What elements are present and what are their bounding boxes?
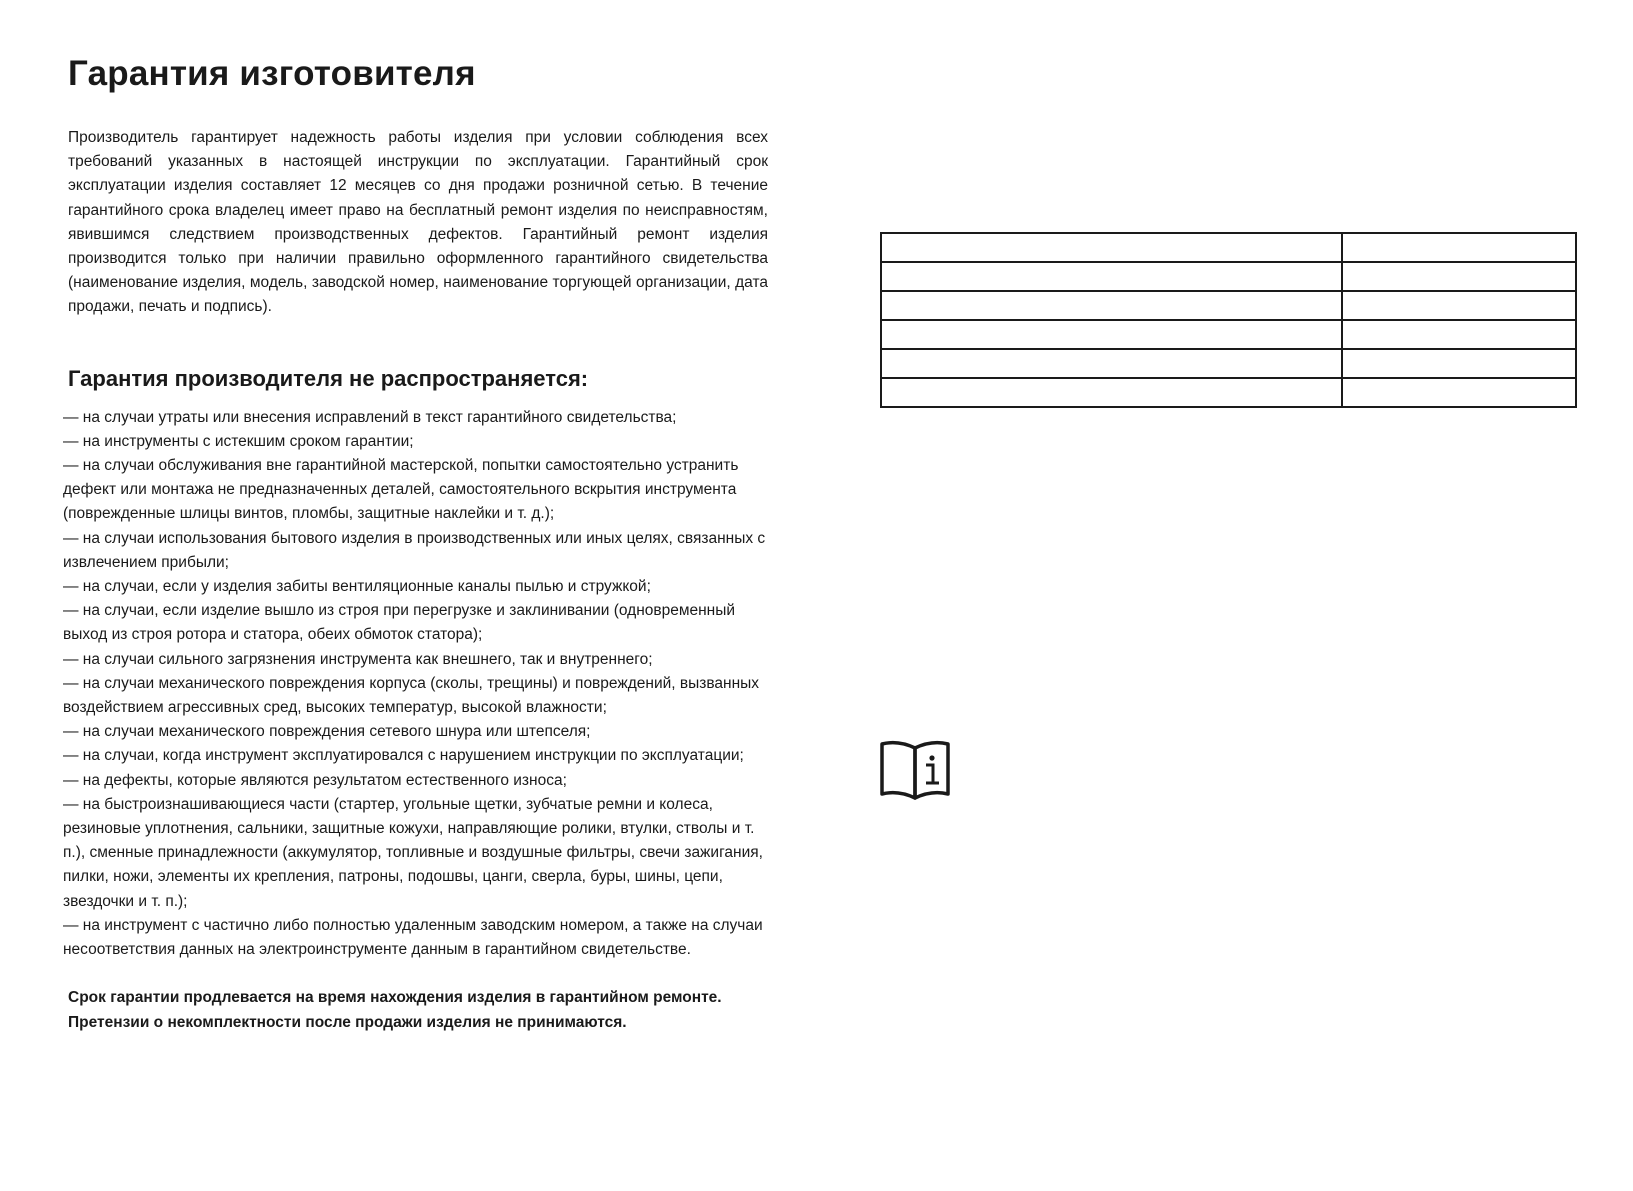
exclusion-item: — на случаи использования бытового изделия в производственных или иных целях, связанных с извлечением прибыли; [63,529,766,571]
table-cell [1342,233,1576,262]
exclusion-item: — на случаи, когда инструмент эксплуатировался с нарушением инструкции по эксплуатации; [63,747,744,765]
warranty-record-table [880,232,1577,408]
table-cell [1342,262,1576,291]
exclusion-item: — на случаи утраты или внесения исправлений в текст гарантийного свидетельства; [63,408,677,426]
table-cell [1342,291,1576,320]
table-row [881,233,1576,262]
exclusion-item: — на случаи, если изделие вышло из строя при перегрузке и заклинивании (одновременный выход из строя ротора и статора, обеих обмоток статора); [63,602,736,644]
table-cell [881,320,1342,349]
table-row [881,320,1576,349]
table-cell [1342,349,1576,378]
exclusion-item: — на случаи механического повреждения сетевого шнура или штепселя; [63,723,591,741]
exclusion-item: — на случаи обслуживания вне гарантийной мастерской, попытки самостоятельно устранить дефект или монтажа не предназначенных деталей, самостоятельного вскрытия инструмента (поврежденные шлицы винтов, пломбы, защитные наклейки и т. д.); [63,457,739,523]
warranty-note [68,986,768,1034]
table-row [881,262,1576,291]
exclusions-list [63,406,768,963]
table-cell [881,291,1342,320]
exclusion-item: — на быстроизнашивающиеся части (стартер, угольные щетки, зубчатые ремни и колеса, резиновые уплотнения, сальники, защитные кожухи, направляющие ролики, втулки, стволы и т. п.), сменные принадлежности (аккумулятор, топливные и воздушные фильтры, свечи зажигания, пилки, ножи, элементы их крепления, патроны, подошвы, цанги, сверла, буры, шины, цепи, звездочки и т. п.); [63,795,763,910]
table-cell [1342,378,1576,407]
table-row [881,291,1576,320]
table-cell [881,233,1342,262]
exclusion-item: — на случаи сильного загрязнения инструмента как внешнего, так и внутреннего; [63,650,653,668]
table-row [881,378,1576,407]
exclusion-item: — на случаи механического повреждения корпуса (сколы, трещины) и повреждений, вызванных воздействием агрессивных сред, высоких температур, высокой влажности; [63,674,760,717]
table-cell [881,349,1342,378]
note-line: Претензии о некомплектности после продажи изделия не принимаются. [68,1013,627,1031]
page-title: Гарантия изготовителя [68,54,476,93]
table-cell [881,378,1342,407]
table-cell [881,262,1342,291]
exclusions-title: Гарантия производителя не распространяется: [68,365,589,391]
exclusion-item: — на инструмент с частично либо полностью удаленным заводским номером, а также на случаи несоответствия данных на электроинструменте данным в гарантийном свидетельстве. [63,916,763,959]
intro-paragraph: Производитель гарантирует надежность работы изделия при условии соблюдения всех требований указанных в настоящей инструкции по эксплуатации. Гарантийный срок эксплуатации изделия составляет 12 месяцев со дня продажи розничной сетью. В течение гарантийного срока владелец имеет право на бесплатный ремонт изделия по неисправностям, явившимся следствием производственных дефектов. Гарантийный ремонт изделия производится только при наличии правильно оформленного гарантийного свидетельства (наименование изделия, модель, заводской номер, наименование торгующей организации, дата продажи, печать и подпись). [68,129,768,316]
warranty-section [63,50,768,1035]
exclusion-item: — на дефекты, которые являются результатом естественного износа; [63,771,567,789]
exclusion-item: — на инструменты с истекшим сроком гарантии; [63,432,414,450]
manual-info-icon [880,740,950,800]
table-cell [1342,320,1576,349]
note-line: Срок гарантии продлевается на время нахождения изделия в гарантийном ремонте. [68,989,722,1007]
table-row [881,349,1576,378]
exclusion-item: — на случаи, если у изделия забиты вентиляционные каналы пылью и стружкой; [63,578,651,596]
